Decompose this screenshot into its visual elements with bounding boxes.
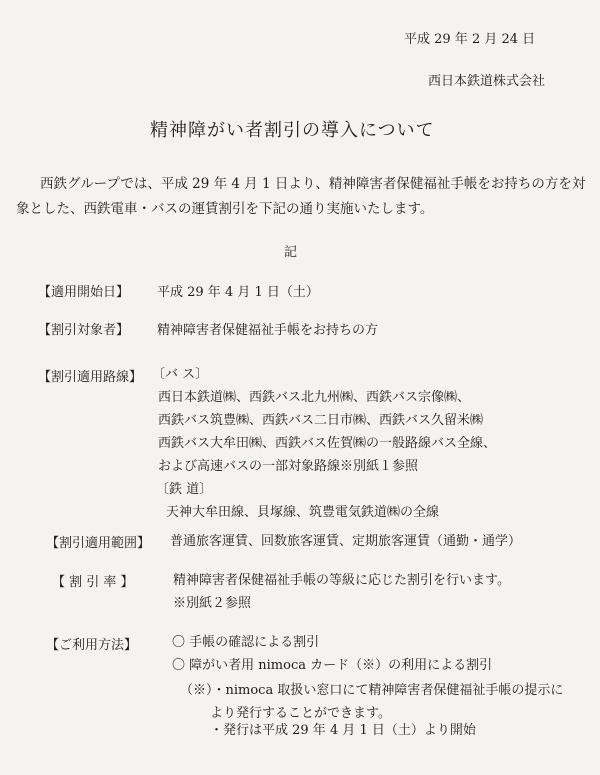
rate-label: 【 割 引 率 】 [52,575,134,590]
bus-line-2: 西鉄バス筑豊㈱、西鉄バス二日市㈱、西鉄バス久留米㈱ [158,413,484,428]
usage-note-line-2: より発行することができます。 [210,706,391,721]
routes-label: 【割引適用路線】 [38,370,143,385]
start-date-value: 平成 29 年 4 月 1 日（土） [157,285,319,300]
usage-label: 【ご利用方法】 [46,638,138,653]
ki-heading: 記 [284,245,298,260]
scope-value: 普通旅客運賃、回数旅客運賃、定期旅客運賃（通勤・通学） [170,534,522,549]
intro-paragraph [16,172,586,222]
rail-line: 天神大牟田線、貝塚線、筑豊電気鉄道㈱の全線 [166,505,440,520]
bus-line-3: 西鉄バス大牟田㈱、西鉄バス佐賀㈱の一般路線バス全線、 [158,436,497,451]
usage-options [172,631,492,677]
routes-block [152,363,496,524]
rail-heading: 〔鉄 道〕 [156,482,213,497]
target-value: 精神障害者保健福祉手帳をお持ちの方 [157,323,379,338]
usage-option-1: 〇 手帳の確認による割引 [172,635,320,650]
intro-line-2: 象とした、西鉄電車・バスの運賃割引を下記の通り実施いたします。 [16,201,434,217]
usage-note-line-3: ・発行は平成 29 年 4 月 1 日（土）より開始 [210,723,476,738]
rate-value: 精神障害者保健福祉手帳の等級に応じた割引を行います。 [173,573,510,588]
rate-note: ※別紙２参照 [173,596,252,611]
bus-line-1: 西日本鉄道㈱、西鉄バス北九州㈱、西鉄バス宗像㈱、 [158,390,471,405]
target-label: 【割引対象者】 [38,323,130,338]
document-title: 精神障がい者割引の導入について [150,120,435,141]
bus-heading: 〔バ ス〕 [152,367,209,382]
scope-label: 【割引適用範囲】 [46,536,151,551]
company-name: 西日本鉄道株式会社 [428,74,546,89]
issue-date: 平成 29 年 2 月 24 日 [404,32,536,47]
intro-line-1: 西鉄グループでは、平成 29 年 4 月 1 日より、精神障害者保健福祉手帳をお持ちの方を対 [40,176,586,192]
start-date-label: 【適用開始日】 [38,285,130,300]
usage-note-line-1: （※）・nimoca 取扱い窓口にて精神障害者保健福祉手帳の提示に [180,683,564,698]
usage-option-2: 〇 障がい者用 nimoca カード（※）の利用による割引 [172,658,493,673]
bus-line-4: および高速バスの一部対象路線※別紙１参照 [158,459,419,474]
rate-block [173,569,510,615]
